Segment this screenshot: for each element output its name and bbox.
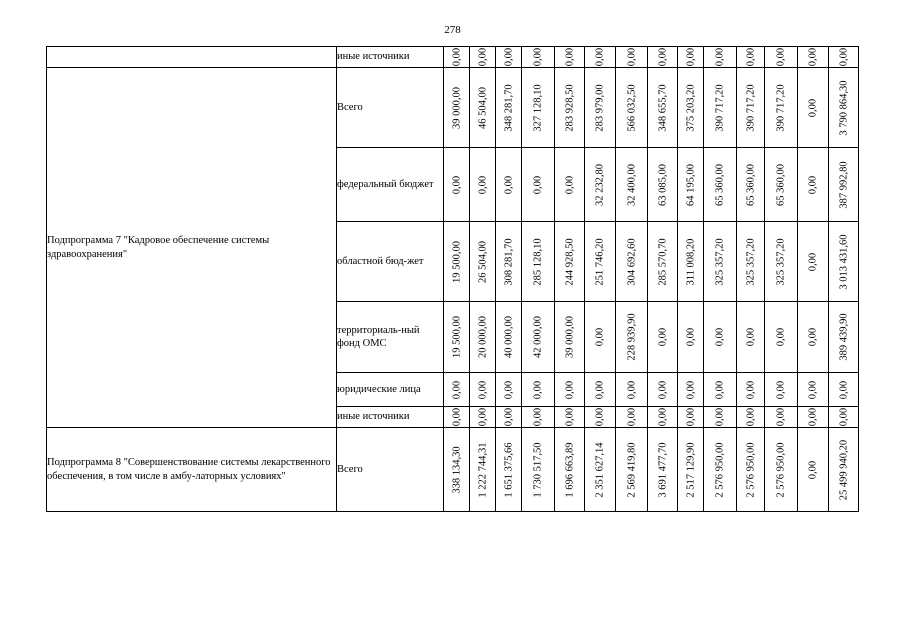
- value-cell: [648, 68, 678, 148]
- value-cell: [704, 68, 737, 148]
- value-cell: [470, 222, 496, 302]
- value-cell: [765, 47, 798, 68]
- value-cell: [585, 428, 616, 512]
- value-cell: [555, 148, 585, 222]
- value: 0,00: [656, 327, 668, 347]
- value-cell: [555, 302, 585, 373]
- value: 0,00: [807, 460, 819, 479]
- value: 0,00: [684, 407, 696, 427]
- value-cell: [585, 373, 616, 407]
- value: 63 085,00: [656, 163, 668, 206]
- value-cell: [555, 68, 585, 148]
- value: 0,00: [594, 380, 606, 399]
- value-cell: [704, 222, 737, 302]
- value: 308 281,70: [502, 237, 514, 286]
- value: 0,00: [744, 407, 756, 427]
- value-cell: [444, 407, 470, 428]
- table-row: [47, 428, 859, 512]
- value-cell: [765, 373, 798, 407]
- value: 389 439,90: [837, 313, 849, 361]
- value-cell: [470, 407, 496, 428]
- value-cell: [555, 373, 585, 407]
- value: 0,00: [744, 380, 756, 399]
- value: 1 651 375,66: [502, 441, 514, 498]
- value: 348 281,70: [502, 83, 514, 132]
- source-label: областной бюд-жет: [337, 222, 444, 302]
- value: 3 790 864,30: [837, 79, 849, 136]
- value: 244 928,50: [563, 237, 575, 286]
- value-cell: [444, 302, 470, 373]
- value-cell: [555, 407, 585, 428]
- value-cell: [678, 222, 704, 302]
- value: 19 500,00: [450, 240, 462, 283]
- value: 0,00: [594, 327, 606, 347]
- value: 39 000,00: [563, 316, 575, 358]
- value: 0,00: [476, 380, 488, 399]
- value: 2 576 950,00: [744, 441, 756, 498]
- value: 0,00: [775, 407, 787, 427]
- value: 387 992,80: [837, 160, 849, 209]
- value-cell: [585, 47, 616, 68]
- value: 0,00: [532, 47, 544, 67]
- value-cell: [585, 222, 616, 302]
- value-cell: [444, 47, 470, 68]
- value: 0,00: [476, 175, 488, 194]
- value: 39 000,00: [450, 86, 462, 129]
- value: 566 032,50: [625, 83, 637, 132]
- value-cell: [496, 68, 522, 148]
- value-cell: [678, 373, 704, 407]
- value-cell: [616, 222, 648, 302]
- value-cell: [678, 148, 704, 222]
- value-cell: [648, 428, 678, 512]
- value: 304 692,60: [625, 237, 637, 286]
- value-cell: [829, 148, 859, 222]
- value: 251 746,20: [594, 237, 606, 286]
- value: 0,00: [837, 407, 849, 427]
- value: 0,00: [502, 175, 514, 194]
- value: 0,00: [837, 47, 849, 67]
- value: 283 928,50: [563, 83, 575, 132]
- value-cell: [616, 373, 648, 407]
- value: 0,00: [807, 47, 819, 67]
- value: 285 128,10: [532, 237, 544, 286]
- value-cell: [444, 373, 470, 407]
- value: 19 500,00: [450, 316, 462, 358]
- table-row: [47, 68, 859, 148]
- value-cell: [737, 302, 765, 373]
- value: 325 357,20: [775, 237, 787, 286]
- value: 285 570,70: [656, 237, 668, 286]
- value: 2 576 950,00: [714, 441, 726, 498]
- value: 3 013 431,60: [837, 233, 849, 290]
- value: 0,00: [563, 47, 575, 67]
- value: 0,00: [532, 175, 544, 194]
- value: 0,00: [775, 327, 787, 347]
- value: 0,00: [656, 47, 668, 67]
- budget-table: [46, 46, 859, 512]
- value: 0,00: [563, 407, 575, 427]
- program-cell-empty: [47, 47, 337, 68]
- value: 2 576 950,00: [775, 441, 787, 498]
- value-cell: [496, 407, 522, 428]
- value: 1 730 517,50: [532, 441, 544, 498]
- source-label: территориаль-ный фонд ОМС: [337, 302, 444, 373]
- value: 20 000,00: [476, 316, 488, 358]
- value-cell: [444, 428, 470, 512]
- value: 0,00: [502, 47, 514, 67]
- value-cell: [470, 373, 496, 407]
- value-cell: [737, 373, 765, 407]
- value-cell: [555, 428, 585, 512]
- value-cell: [470, 428, 496, 512]
- value-cell: [496, 148, 522, 222]
- value-cell: [522, 222, 555, 302]
- value: 0,00: [594, 47, 606, 67]
- value: 0,00: [684, 47, 696, 67]
- value-cell: [585, 302, 616, 373]
- value: 32 400,00: [625, 163, 637, 206]
- value: 3 691 477,70: [656, 441, 668, 498]
- value: 348 655,70: [656, 83, 668, 132]
- value-cell: [616, 148, 648, 222]
- value: 0,00: [744, 47, 756, 67]
- value-cell: [798, 407, 829, 428]
- value-cell: [522, 47, 555, 68]
- program-7-title: Подпрограмма 7 "Кадровое обеспечение системы здравоохранения": [47, 68, 337, 428]
- value-cell: [522, 428, 555, 512]
- source-label: Всего: [337, 68, 444, 148]
- table-row: [47, 47, 859, 68]
- value-cell: [737, 47, 765, 68]
- value-cell: [678, 68, 704, 148]
- value: 311 008,20: [684, 238, 696, 285]
- page-number: 278: [444, 24, 461, 36]
- value-cell: [522, 302, 555, 373]
- value: 26 504,00: [476, 240, 488, 283]
- value-cell: [470, 47, 496, 68]
- value-cell: [522, 373, 555, 407]
- value: 375 203,20: [684, 83, 696, 132]
- value-cell: [470, 148, 496, 222]
- value: 32 232,80: [594, 163, 606, 206]
- value: 64 195,00: [684, 163, 696, 206]
- value: 40 000,00: [502, 316, 514, 358]
- value: 0,00: [450, 175, 462, 194]
- value-cell: [496, 428, 522, 512]
- value-cell: [678, 302, 704, 373]
- value-cell: [765, 302, 798, 373]
- value: 0,00: [684, 380, 696, 399]
- value: 0,00: [563, 380, 575, 399]
- value-cell: [648, 47, 678, 68]
- value: 0,00: [625, 380, 637, 399]
- value: 0,00: [775, 47, 787, 67]
- value-cell: [522, 407, 555, 428]
- value-cell: [765, 68, 798, 148]
- value: 0,00: [656, 380, 668, 399]
- value-cell: [616, 428, 648, 512]
- value-cell: [704, 148, 737, 222]
- value-cell: [829, 302, 859, 373]
- value: 0,00: [532, 380, 544, 399]
- value-cell: [555, 222, 585, 302]
- value-cell: [765, 428, 798, 512]
- value-cell: [648, 373, 678, 407]
- value-cell: [522, 148, 555, 222]
- value-cell: [648, 222, 678, 302]
- value-cell: [737, 68, 765, 148]
- value-cell: [648, 407, 678, 428]
- source-label: федеральный бюджет: [337, 148, 444, 222]
- value-cell: [798, 302, 829, 373]
- value: 0,00: [807, 327, 819, 347]
- value: 0,00: [502, 407, 514, 427]
- value-cell: [585, 68, 616, 148]
- value: 0,00: [684, 327, 696, 347]
- value: 0,00: [807, 175, 819, 194]
- value: 0,00: [807, 252, 819, 271]
- value-cell: [555, 47, 585, 68]
- value-cell: [470, 68, 496, 148]
- value: 0,00: [837, 380, 849, 399]
- value: 0,00: [450, 47, 462, 67]
- value-cell: [798, 47, 829, 68]
- value-cell: [616, 302, 648, 373]
- value: 228 939,90: [625, 313, 637, 361]
- value-cell: [616, 47, 648, 68]
- value-cell: [616, 68, 648, 148]
- value-cell: [829, 47, 859, 68]
- value-cell: [798, 428, 829, 512]
- value: 46 504,00: [476, 86, 488, 129]
- value: 0,00: [714, 47, 726, 67]
- value-cell: [765, 148, 798, 222]
- value-cell: [829, 428, 859, 512]
- value: 327 128,10: [532, 83, 544, 132]
- value-cell: [704, 373, 737, 407]
- value: 2 569 419,80: [625, 441, 637, 498]
- source-label: Всего: [337, 428, 444, 512]
- value: 0,00: [807, 407, 819, 427]
- value-cell: [737, 222, 765, 302]
- value-cell: [704, 302, 737, 373]
- value-cell: [648, 148, 678, 222]
- value: 0,00: [476, 407, 488, 427]
- value-cell: [704, 407, 737, 428]
- value: 390 717,20: [744, 83, 756, 132]
- value: 283 979,00: [594, 83, 606, 132]
- value-cell: [444, 222, 470, 302]
- value: 390 717,20: [714, 83, 726, 132]
- value: 0,00: [502, 380, 514, 399]
- value: 25 499 940,20: [837, 439, 849, 500]
- value: 0,00: [744, 327, 756, 347]
- value-cell: [704, 428, 737, 512]
- value-cell: [585, 148, 616, 222]
- value-cell: [496, 47, 522, 68]
- value-cell: [585, 407, 616, 428]
- value: 325 357,20: [714, 237, 726, 286]
- value-cell: [616, 407, 648, 428]
- value: 2 351 627,14: [594, 441, 606, 498]
- value-cell: [798, 373, 829, 407]
- value-cell: [678, 47, 704, 68]
- value: 338 134,30: [450, 445, 462, 494]
- value: 65 360,00: [775, 163, 787, 206]
- value-cell: [496, 373, 522, 407]
- value: 0,00: [563, 175, 575, 194]
- value: 0,00: [714, 380, 726, 399]
- value-cell: [704, 47, 737, 68]
- value: 0,00: [532, 407, 544, 427]
- value: 0,00: [625, 47, 637, 67]
- value-cell: [496, 222, 522, 302]
- value: 325 357,20: [744, 237, 756, 286]
- value: 1 222 744,31: [476, 441, 488, 498]
- value-cell: [444, 148, 470, 222]
- source-label: иные источники: [337, 407, 444, 428]
- source-label: иные источники: [337, 47, 444, 68]
- value-cell: [496, 302, 522, 373]
- value: 0,00: [450, 380, 462, 399]
- value: 390 717,20: [775, 83, 787, 132]
- value-cell: [829, 407, 859, 428]
- value-cell: [678, 407, 704, 428]
- value: 0,00: [656, 407, 668, 427]
- value: 0,00: [450, 407, 462, 427]
- value: 0,00: [594, 407, 606, 427]
- value-cell: [470, 302, 496, 373]
- value: 0,00: [714, 327, 726, 347]
- source-label: юридические лица: [337, 373, 444, 407]
- value: 42 000,00: [532, 316, 544, 358]
- value: 0,00: [807, 98, 819, 117]
- value-cell: [798, 68, 829, 148]
- value-cell: [737, 407, 765, 428]
- value: 2 517 129,90: [684, 441, 696, 498]
- value-cell: [829, 222, 859, 302]
- value: 65 360,00: [744, 163, 756, 206]
- value: 0,00: [775, 380, 787, 399]
- value: 1 696 663,89: [563, 441, 575, 498]
- value-cell: [829, 373, 859, 407]
- program-8-title: Подпрограмма 8 "Совершенствование системы лекарственного обеспечения, в том числе в амбу-латорных условиях": [47, 428, 337, 512]
- value: 0,00: [625, 407, 637, 427]
- value-cell: [678, 428, 704, 512]
- value-cell: [737, 148, 765, 222]
- value-cell: [737, 428, 765, 512]
- value: 0,00: [714, 407, 726, 427]
- value: 0,00: [807, 380, 819, 399]
- value: 65 360,00: [714, 163, 726, 206]
- value-cell: [765, 222, 798, 302]
- value-cell: [798, 148, 829, 222]
- value-cell: [648, 302, 678, 373]
- value: 0,00: [476, 47, 488, 67]
- value-cell: [829, 68, 859, 148]
- value-cell: [765, 407, 798, 428]
- value-cell: [522, 68, 555, 148]
- value-cell: [444, 68, 470, 148]
- value-cell: [798, 222, 829, 302]
